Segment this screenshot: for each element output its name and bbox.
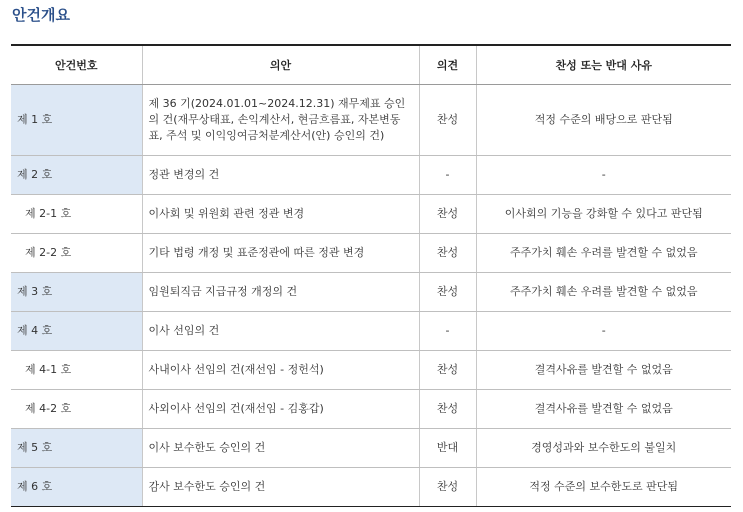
agenda-table	[11, 44, 731, 507]
opinion: 찬성	[419, 468, 476, 507]
opinion: 찬성	[419, 390, 476, 429]
header-reason: 찬성 또는 반대 사유	[476, 45, 731, 85]
reason: -	[476, 312, 731, 351]
opinion: -	[419, 312, 476, 351]
reason: 이사회의 기능을 강화할 수 있다고 판단됨	[476, 195, 731, 234]
agenda-item: 감사 보수한도 승인의 건	[142, 468, 419, 507]
reason-against: 경영성과와 보수한도의 불일치	[476, 429, 731, 468]
table-row	[11, 468, 731, 507]
reason: 적정 수준의 배당으로 판단됨	[476, 85, 731, 156]
table-row	[11, 351, 731, 390]
agenda-no: 제 2 호	[11, 156, 142, 195]
agenda-item: 기타 법령 개정 및 표준정관에 따른 정관 변경	[142, 234, 419, 273]
reason: 주주가치 훼손 우려를 발견할 수 없었음	[476, 273, 731, 312]
header-agenda-no: 안건번호	[11, 45, 142, 85]
agenda-no: 제 2-2 호	[11, 234, 142, 273]
reason: 주주가치 훼손 우려를 발견할 수 없었음	[476, 234, 731, 273]
agenda-no: 제 6 호	[11, 468, 142, 507]
agenda-item: 제 36 기(2024.01.01~2024.12.31) 재무제표 승인의 건(재무상태표, 손익계산서, 현금흐름표, 자본변동표, 주석 및 이익잉여금처분계산서(안) 승인의 건)	[142, 85, 419, 156]
reason: 결격사유를 발견할 수 없었음	[476, 351, 731, 390]
agenda-item: 정관 변경의 건	[142, 156, 419, 195]
reason: 적정 수준의 보수한도로 판단됨	[476, 468, 731, 507]
agenda-no: 제 3 호	[11, 273, 142, 312]
agenda-no: 제 4 호	[11, 312, 142, 351]
table-row	[11, 195, 731, 234]
agenda-item: 이사회 및 위원회 관련 정관 변경	[142, 195, 419, 234]
opinion: 찬성	[419, 234, 476, 273]
header-agenda-item: 의안	[142, 45, 419, 85]
agenda-item: 이사 선임의 건	[142, 312, 419, 351]
agenda-item: 사내이사 선임의 건(재선임 - 정헌석)	[142, 351, 419, 390]
agenda-item: 사외이사 선임의 건(재선임 - 김홍갑)	[142, 390, 419, 429]
agenda-item: 임원퇴직금 지급규정 개정의 건	[142, 273, 419, 312]
agenda-no: 제 5 호	[11, 429, 142, 468]
page-title: 안건개요	[12, 6, 70, 24]
table-row	[11, 312, 731, 351]
agenda-no: 제 1 호	[11, 85, 142, 156]
opinion-against: 반대	[419, 429, 476, 468]
agenda-no: 제 4-1 호	[11, 351, 142, 390]
table-row	[11, 156, 731, 195]
opinion: 찬성	[419, 85, 476, 156]
agenda-no: 제 4-2 호	[11, 390, 142, 429]
opinion: 찬성	[419, 351, 476, 390]
agenda-item: 이사 보수한도 승인의 건	[142, 429, 419, 468]
table-row	[11, 273, 731, 312]
reason: 결격사유를 발견할 수 없었음	[476, 390, 731, 429]
table-header-row	[11, 45, 731, 85]
table-row	[11, 85, 731, 156]
header-opinion: 의견	[419, 45, 476, 85]
opinion: 찬성	[419, 195, 476, 234]
agenda-no: 제 2-1 호	[11, 195, 142, 234]
opinion: 찬성	[419, 273, 476, 312]
table-row	[11, 390, 731, 429]
table-row	[11, 429, 731, 468]
opinion: -	[419, 156, 476, 195]
table-row	[11, 234, 731, 273]
reason: -	[476, 156, 731, 195]
